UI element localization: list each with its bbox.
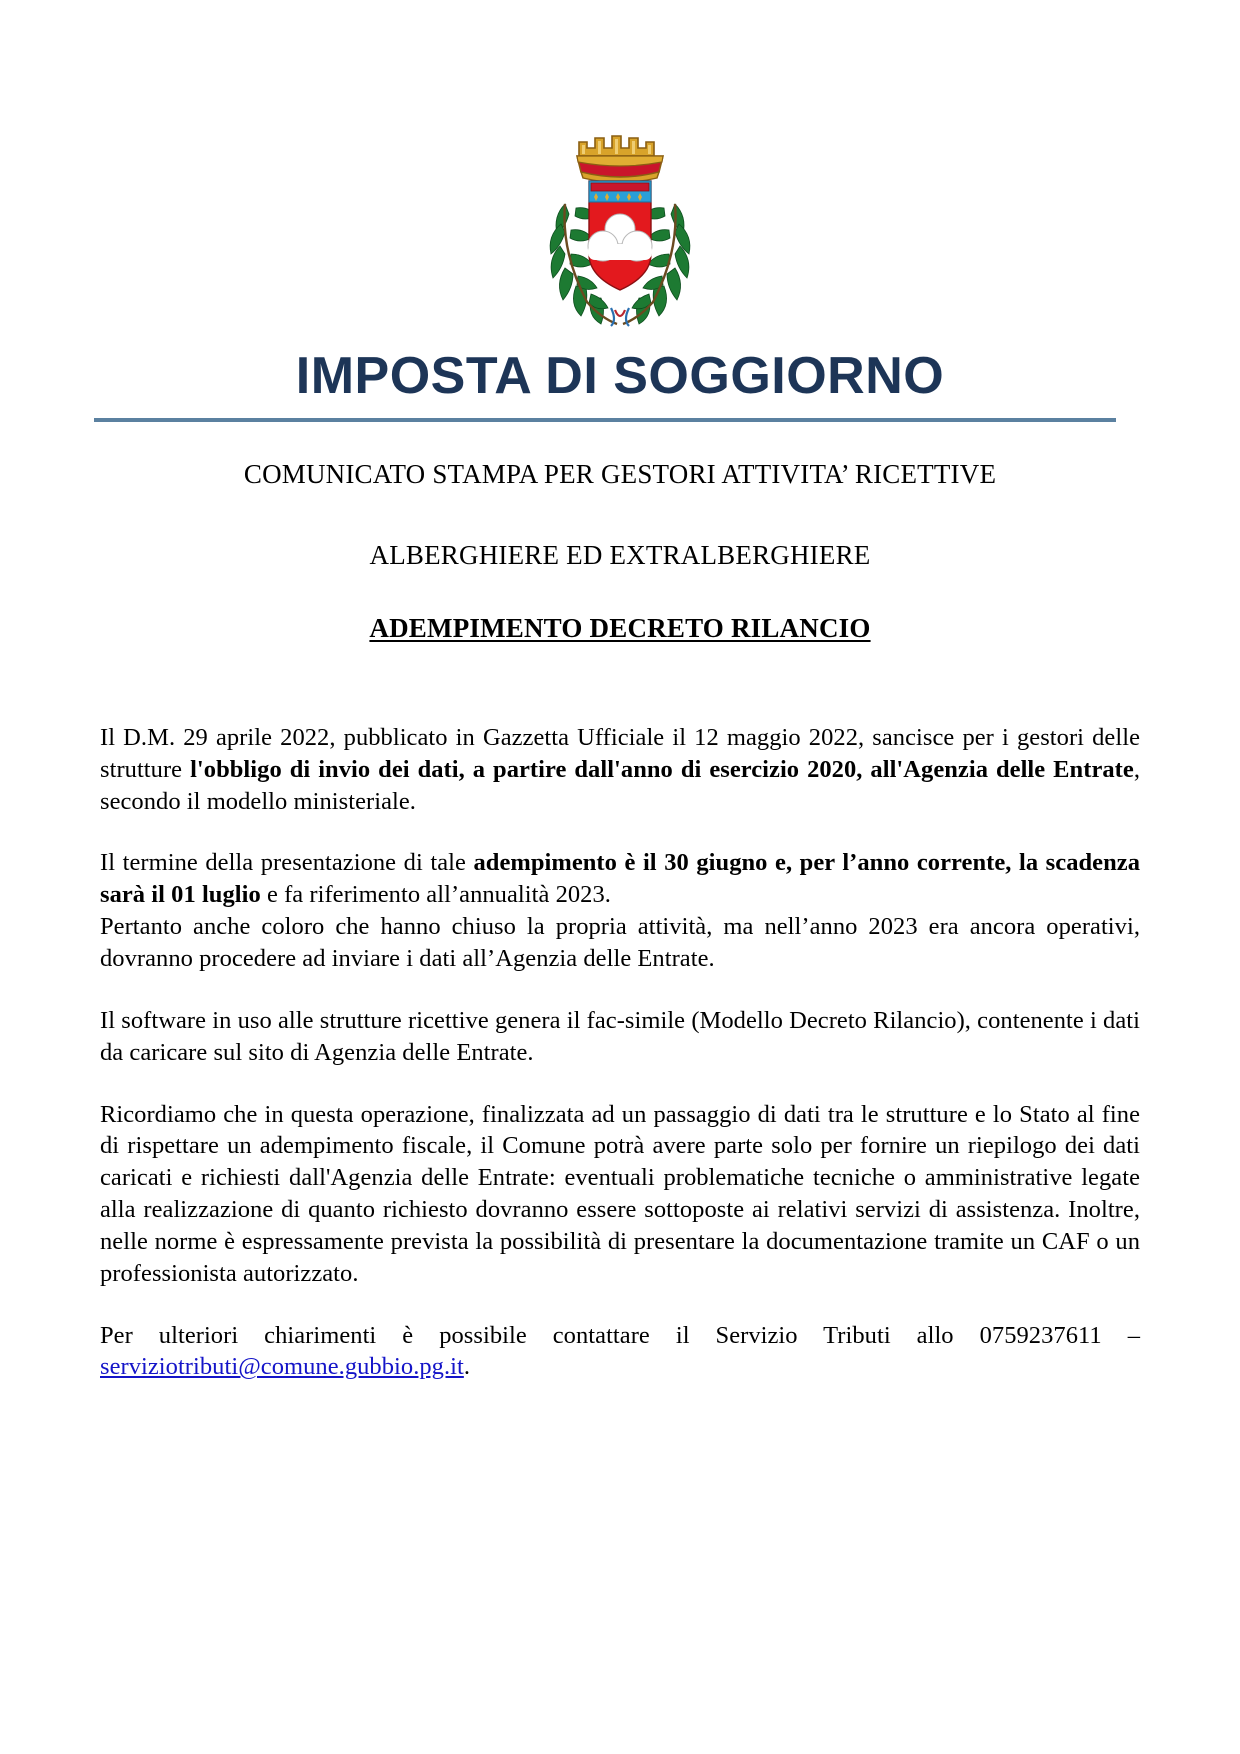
p6-segment-1: Per ulteriori chiarimenti è possibile contattare il Servizio Tributi allo 0759237611 – [100, 1321, 1140, 1349]
p1-segment-2: , secondo il modello ministeriale. [100, 755, 1140, 815]
paragraph-obbligo-invio-dati [100, 722, 1140, 818]
p2-bold-1: adempimento è il 30 giugno e, per l’anno corrente, la scadenza sarà il 01 luglio [100, 849, 1140, 909]
p6-segment-2: . [463, 1353, 471, 1381]
paragraph-contatti [100, 1320, 1140, 1384]
paragraph-attivita-chiuse: Pertanto anche coloro che hanno chiuso la propria attività, ma nell’anno 2023 era ancora operativi, dovranno procedere ad inviare i dati all’Agenzia delle Entrate. [100, 913, 1140, 972]
title-divider [94, 418, 1116, 422]
email-link[interactable]: serviziotributi@comune.gubbio.pg.it [100, 1353, 464, 1381]
p2-segment-1: Il termine della presentazione di tale [100, 849, 474, 877]
p2-segment-2: e fa riferimento all’annualità 2023. [260, 881, 611, 909]
paragraph-software-facsimile: Il software in uso alle strutture ricettive genera il fac-simile (Modello Decreto Rilancio), contenente i dati da caricare sul sito di Agenzia delle Entrate. [100, 1006, 1140, 1066]
p1-bold-1: l'obbligo di invio dei dati, a partire dall'anno di esercizio 2020, all'Agenzia delle Entrate [190, 755, 1134, 783]
p1-segment-1: Il D.M. 29 aprile 2022, pubblicato in Gazzetta Ufficiale il 12 maggio 2022, sancisce per i gestori delle strutture [100, 723, 1140, 783]
paragraph-ricordiamo-operazione: Ricordiamo che in questa operazione, finalizzata ad un passaggio di dati tra le strutture e lo Stato al fine di rispettare un adempimento fiscale, il Comune potrà avere parte solo per fornire un riepilogo dei dati caricati e richiesti dall'Agenzia delle Entrate: eventuali problematiche tecniche o amministrative legate alla realizzazione di quanto richiesto dovranno essere sottoposte ai relativi servizi di assistenza. Inoltre, nelle norme è espressamente prevista la possibilità di presentare la documentazione tramite un CAF o un professionista autorizzato. [100, 1100, 1140, 1287]
section-heading: ADEMPIMENTO DECRETO RILANCIO [369, 612, 871, 643]
body-content [100, 722, 1140, 1383]
coat-of-arms-icon [531, 112, 709, 330]
page-title: IMPOSTA DI SOGGIORNO [295, 347, 945, 405]
coat-of-arms-container [100, 0, 1140, 330]
paragraph-termine-presentazione [100, 847, 1140, 911]
subtitle-line-1: COMUNICATO STAMPA PER GESTORI ATTIVITA’ RICETTIVE [243, 459, 997, 490]
subtitle-line-2: ALBERGHIERE ED EXTRALBERGHIERE [369, 539, 871, 570]
